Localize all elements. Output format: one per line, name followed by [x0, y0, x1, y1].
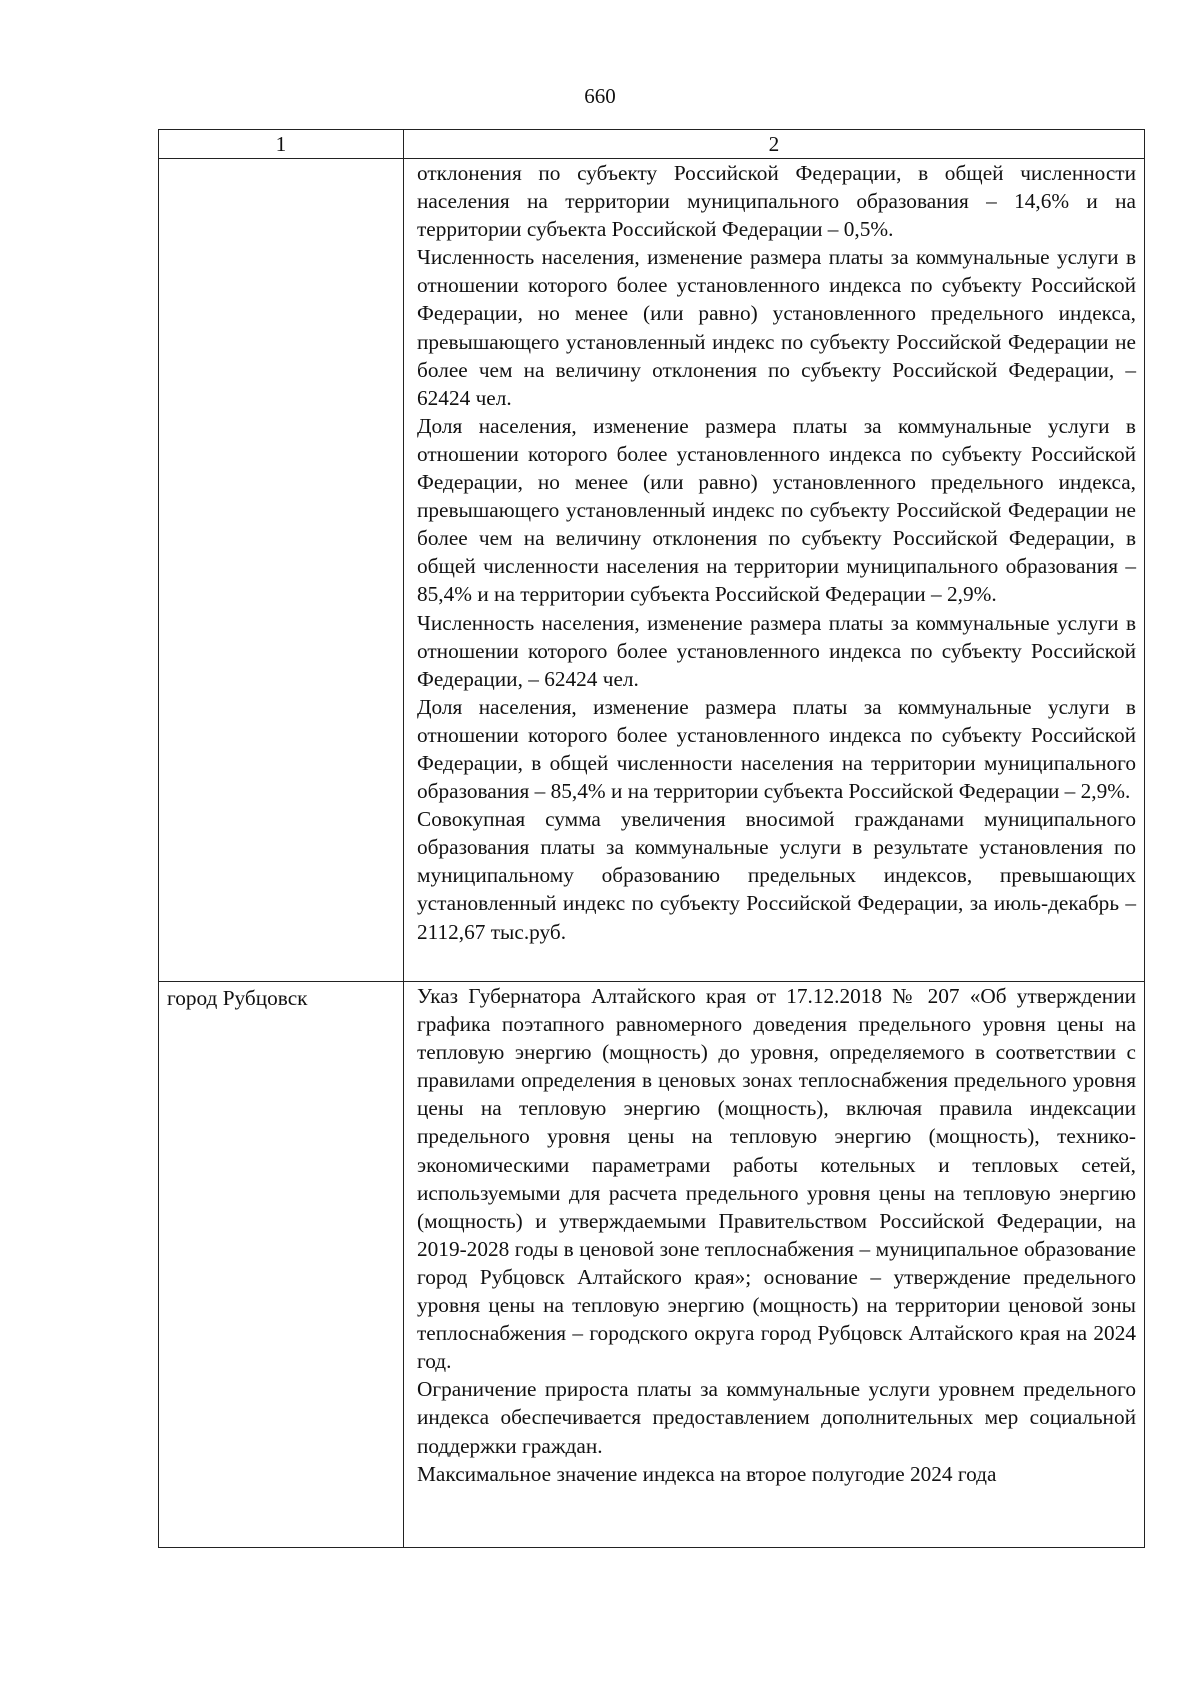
data-table — [158, 129, 1145, 1548]
column-header-1: 1 — [159, 130, 404, 159]
paragraph: Совокупная сумма увеличения вносимой гражданами муниципального образования платы за коммунальные услуги в результате установления по муниципальному образованию предельных индексов, превышающих установленный индекс по субъекту Российской Федерации, за июль-декабрь – 2112,67 тыс.руб. — [417, 807, 1136, 944]
paragraph: Ограничение прироста платы за коммунальные услуги уровнем предельного индекса обеспечивается предоставлением дополнительных мер социальной поддержки граждан. — [417, 1377, 1136, 1458]
row-2-description — [404, 982, 1145, 1548]
table-row — [159, 982, 1145, 1548]
paragraph: Максимальное значение индекса на второе полугодие 2024 года — [417, 1461, 997, 1486]
paragraph: Доля населения, изменение размера платы за коммунальные услуги в отношении которого более установленного индекса по субъекту Российской Федерации, в общей численности населения на территории муниципального образования – 85,4% и на территории субъекта Российской Федерации – 2,9%. — [417, 694, 1136, 804]
table-header-row — [159, 130, 1145, 159]
column-header-2: 2 — [404, 130, 1145, 159]
table-row — [159, 159, 1145, 982]
paragraph: Доля населения, изменение размера платы за коммунальные услуги в отношении которого более установленного индекса по субъекту Российской Федерации, но менее (или равно) установленного предельного индекса, превышающего установленный индекс по субъекту Российской Федерации не более чем на величину отклонения по субъекту Российской Федерации, в общей численности населения на территории муниципального образования – 85,4% и на территории субъекта Российской Федерации – 2,9%. — [417, 413, 1136, 607]
paragraph: Численность населения, изменение размера платы за коммунальные услуги в отношении которого более установленного индекса по субъекту Российской Федерации, но менее (или равно) установленного предельного индекса, превышающего установленный индекс по субъекту Российской Федерации не более чем на величину отклонения по субъекту Российской Федерации, – 62424 чел. — [417, 245, 1136, 410]
page-number: 660 — [584, 84, 616, 108]
row-2-municipality: город Рубцовск — [159, 982, 404, 1548]
paragraph: Указ Губернатора Алтайского края от 17.12.2018 № 207 «Об утверждении графика поэтапного равномерного доведения предельного уровня цены на тепловую энергию (мощность) до уровня, определяемого в соответствии с правилами определения в ценовых зонах теплоснабжения предельного уровня цены на тепловую энергию (мощность), включая правила индексации предельного уровня цены на тепловую энергию (мощность), технико-экономическими параметрами работы котельных и тепловых сетей, используемыми для расчета предельного уровня цены на тепловую энергию (мощность) и утверждаемыми Правительством Российской Федерации, на 2019-2028 годы в ценовой зоне теплоснабжения – муниципальное образование город Рубцовск Алтайского края»; основание – утверждение предельного уровня цены на тепловую энергию (мощность) на территории ценовой зоны теплоснабжения – городского округа город Рубцовск Алтайского края на 2024 год. — [417, 984, 1136, 1374]
row-1-municipality — [159, 159, 404, 982]
paragraph: отклонения по субъекту Российской Федерации, в общей численности населения на территории муниципального образования – 14,6% и на территории субъекта Российской Федерации – 0,5%. — [417, 161, 1136, 242]
paragraph: Численность населения, изменение размера платы за коммунальные услуги в отношении которого более установленного индекса по субъекту Российской Федерации, – 62424 чел. — [417, 610, 1136, 691]
row-1-description — [404, 159, 1145, 982]
